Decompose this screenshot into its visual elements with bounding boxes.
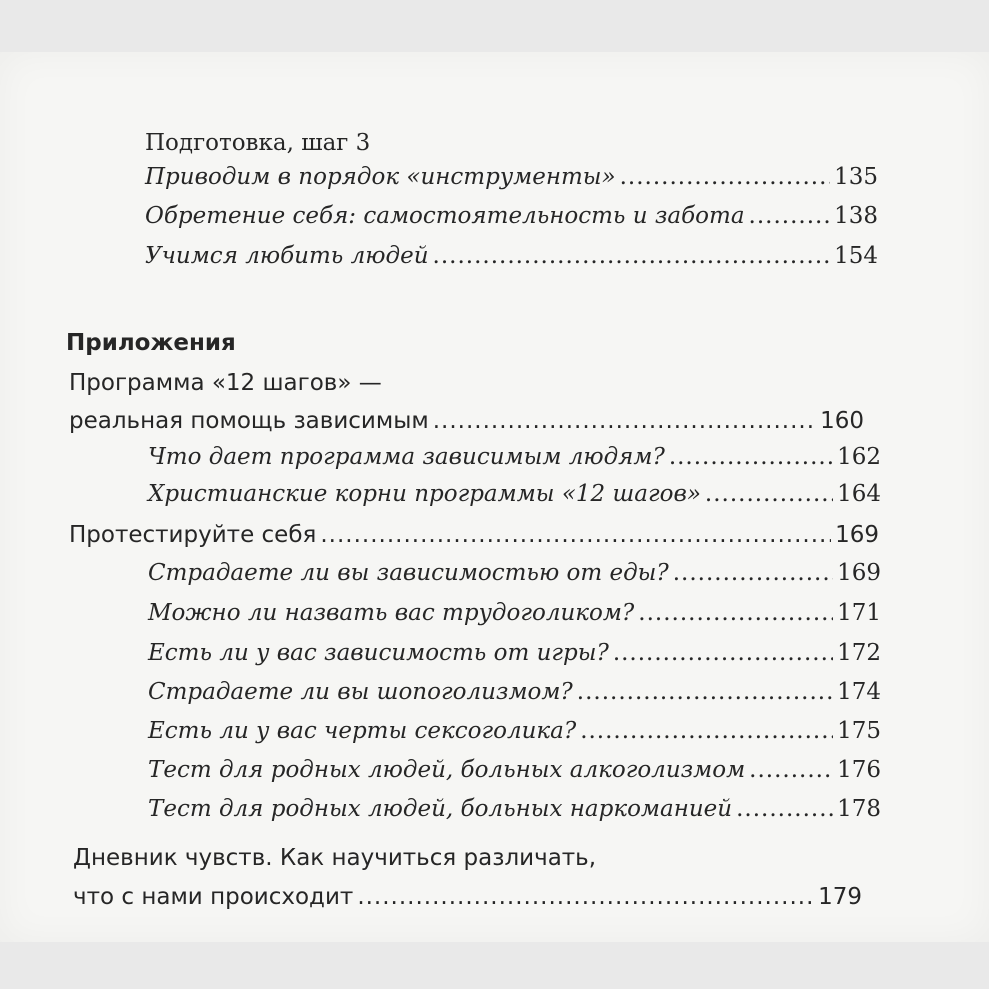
toc-entry[interactable] xyxy=(148,755,881,785)
toc-entry-page: 160 xyxy=(820,408,864,434)
leader-dots xyxy=(357,882,814,912)
leader-dots xyxy=(705,479,833,509)
toc-entry[interactable] xyxy=(148,677,881,707)
toc-entry-page: 172 xyxy=(837,640,881,666)
section-title: Подготовка, шаг 3 xyxy=(145,130,371,156)
toc-entry-title: Учимся любить людей xyxy=(145,243,429,269)
leader-dots xyxy=(320,520,831,550)
toc-entry[interactable] xyxy=(73,882,862,912)
toc-entry[interactable] xyxy=(148,638,881,668)
toc-entry-title: Приводим в порядок «инструменты» xyxy=(145,164,616,190)
toc-entry-title: Обретение себя: самостоятельность и забота xyxy=(145,203,745,229)
toc-entry-title: Страдаете ли вы шопоголизмом? xyxy=(148,679,573,705)
toc-entry-page: 164 xyxy=(837,481,881,507)
leader-dots xyxy=(613,638,833,668)
toc-entry-page: 138 xyxy=(834,203,878,229)
toc-entry-page: 176 xyxy=(837,757,881,783)
toc-entry-title: реальная помощь зависимым xyxy=(69,408,429,434)
toc-entry[interactable] xyxy=(148,716,881,746)
toc-entry-page: 174 xyxy=(837,679,881,705)
toc-entry-title-line1: Программа «12 шагов» — xyxy=(69,370,382,396)
appendix-heading: Приложения xyxy=(66,330,236,356)
toc-entry[interactable] xyxy=(145,162,878,192)
toc-entry[interactable] xyxy=(148,598,881,628)
leader-dots xyxy=(669,442,833,472)
leader-dots xyxy=(638,598,833,628)
toc-entry[interactable] xyxy=(148,794,881,824)
toc-entry-title: Что дает программа зависимым людям? xyxy=(148,444,665,470)
toc-entry[interactable] xyxy=(69,406,864,436)
toc-entry-page: 178 xyxy=(837,796,881,822)
toc-entry-page: 175 xyxy=(837,718,881,744)
toc-entry-title: Тест для родных людей, больных наркоманией xyxy=(148,796,733,822)
toc-entry-title: Есть ли у вас зависимость от игры? xyxy=(148,640,609,666)
toc-entry-page: 162 xyxy=(837,444,881,470)
leader-dots xyxy=(433,241,831,271)
toc-entry-page: 179 xyxy=(818,884,862,910)
toc-entry-page: 154 xyxy=(834,243,878,269)
toc-entry[interactable] xyxy=(69,520,879,550)
leader-dots xyxy=(620,162,830,192)
toc-entry-title: Страдаете ли вы зависимостью от еды? xyxy=(148,560,669,586)
toc-entry-page: 169 xyxy=(835,522,879,548)
toc-entry-title: Христианские корни программы «12 шагов» xyxy=(148,481,701,507)
leader-dots xyxy=(749,201,831,231)
toc-entry-title: Можно ли назвать вас трудоголиком? xyxy=(148,600,635,626)
leader-dots xyxy=(577,677,833,707)
leader-dots xyxy=(433,406,816,436)
toc-entry-title: Есть ли у вас черты сексоголика? xyxy=(148,718,577,744)
leader-dots xyxy=(673,558,833,588)
toc-entry[interactable] xyxy=(145,241,878,271)
toc-entry[interactable] xyxy=(148,442,881,472)
leader-dots xyxy=(736,794,833,824)
leader-dots xyxy=(749,755,833,785)
toc-entry-page: 135 xyxy=(834,164,878,190)
toc-entry-page: 171 xyxy=(837,600,881,626)
toc-entry-title: Протестируйте себя xyxy=(69,522,317,548)
toc-entry-title: Тест для родных людей, больных алкоголизмом xyxy=(148,757,746,783)
toc-entry[interactable] xyxy=(145,201,878,231)
leader-dots xyxy=(580,716,833,746)
toc-entry[interactable] xyxy=(148,558,881,588)
toc-entry[interactable] xyxy=(148,479,881,509)
toc-entry-page: 169 xyxy=(837,560,881,586)
toc-entry-title: что с нами происходит xyxy=(73,884,354,910)
toc-entry-title-line1: Дневник чувств. Как научиться различать, xyxy=(73,845,597,871)
